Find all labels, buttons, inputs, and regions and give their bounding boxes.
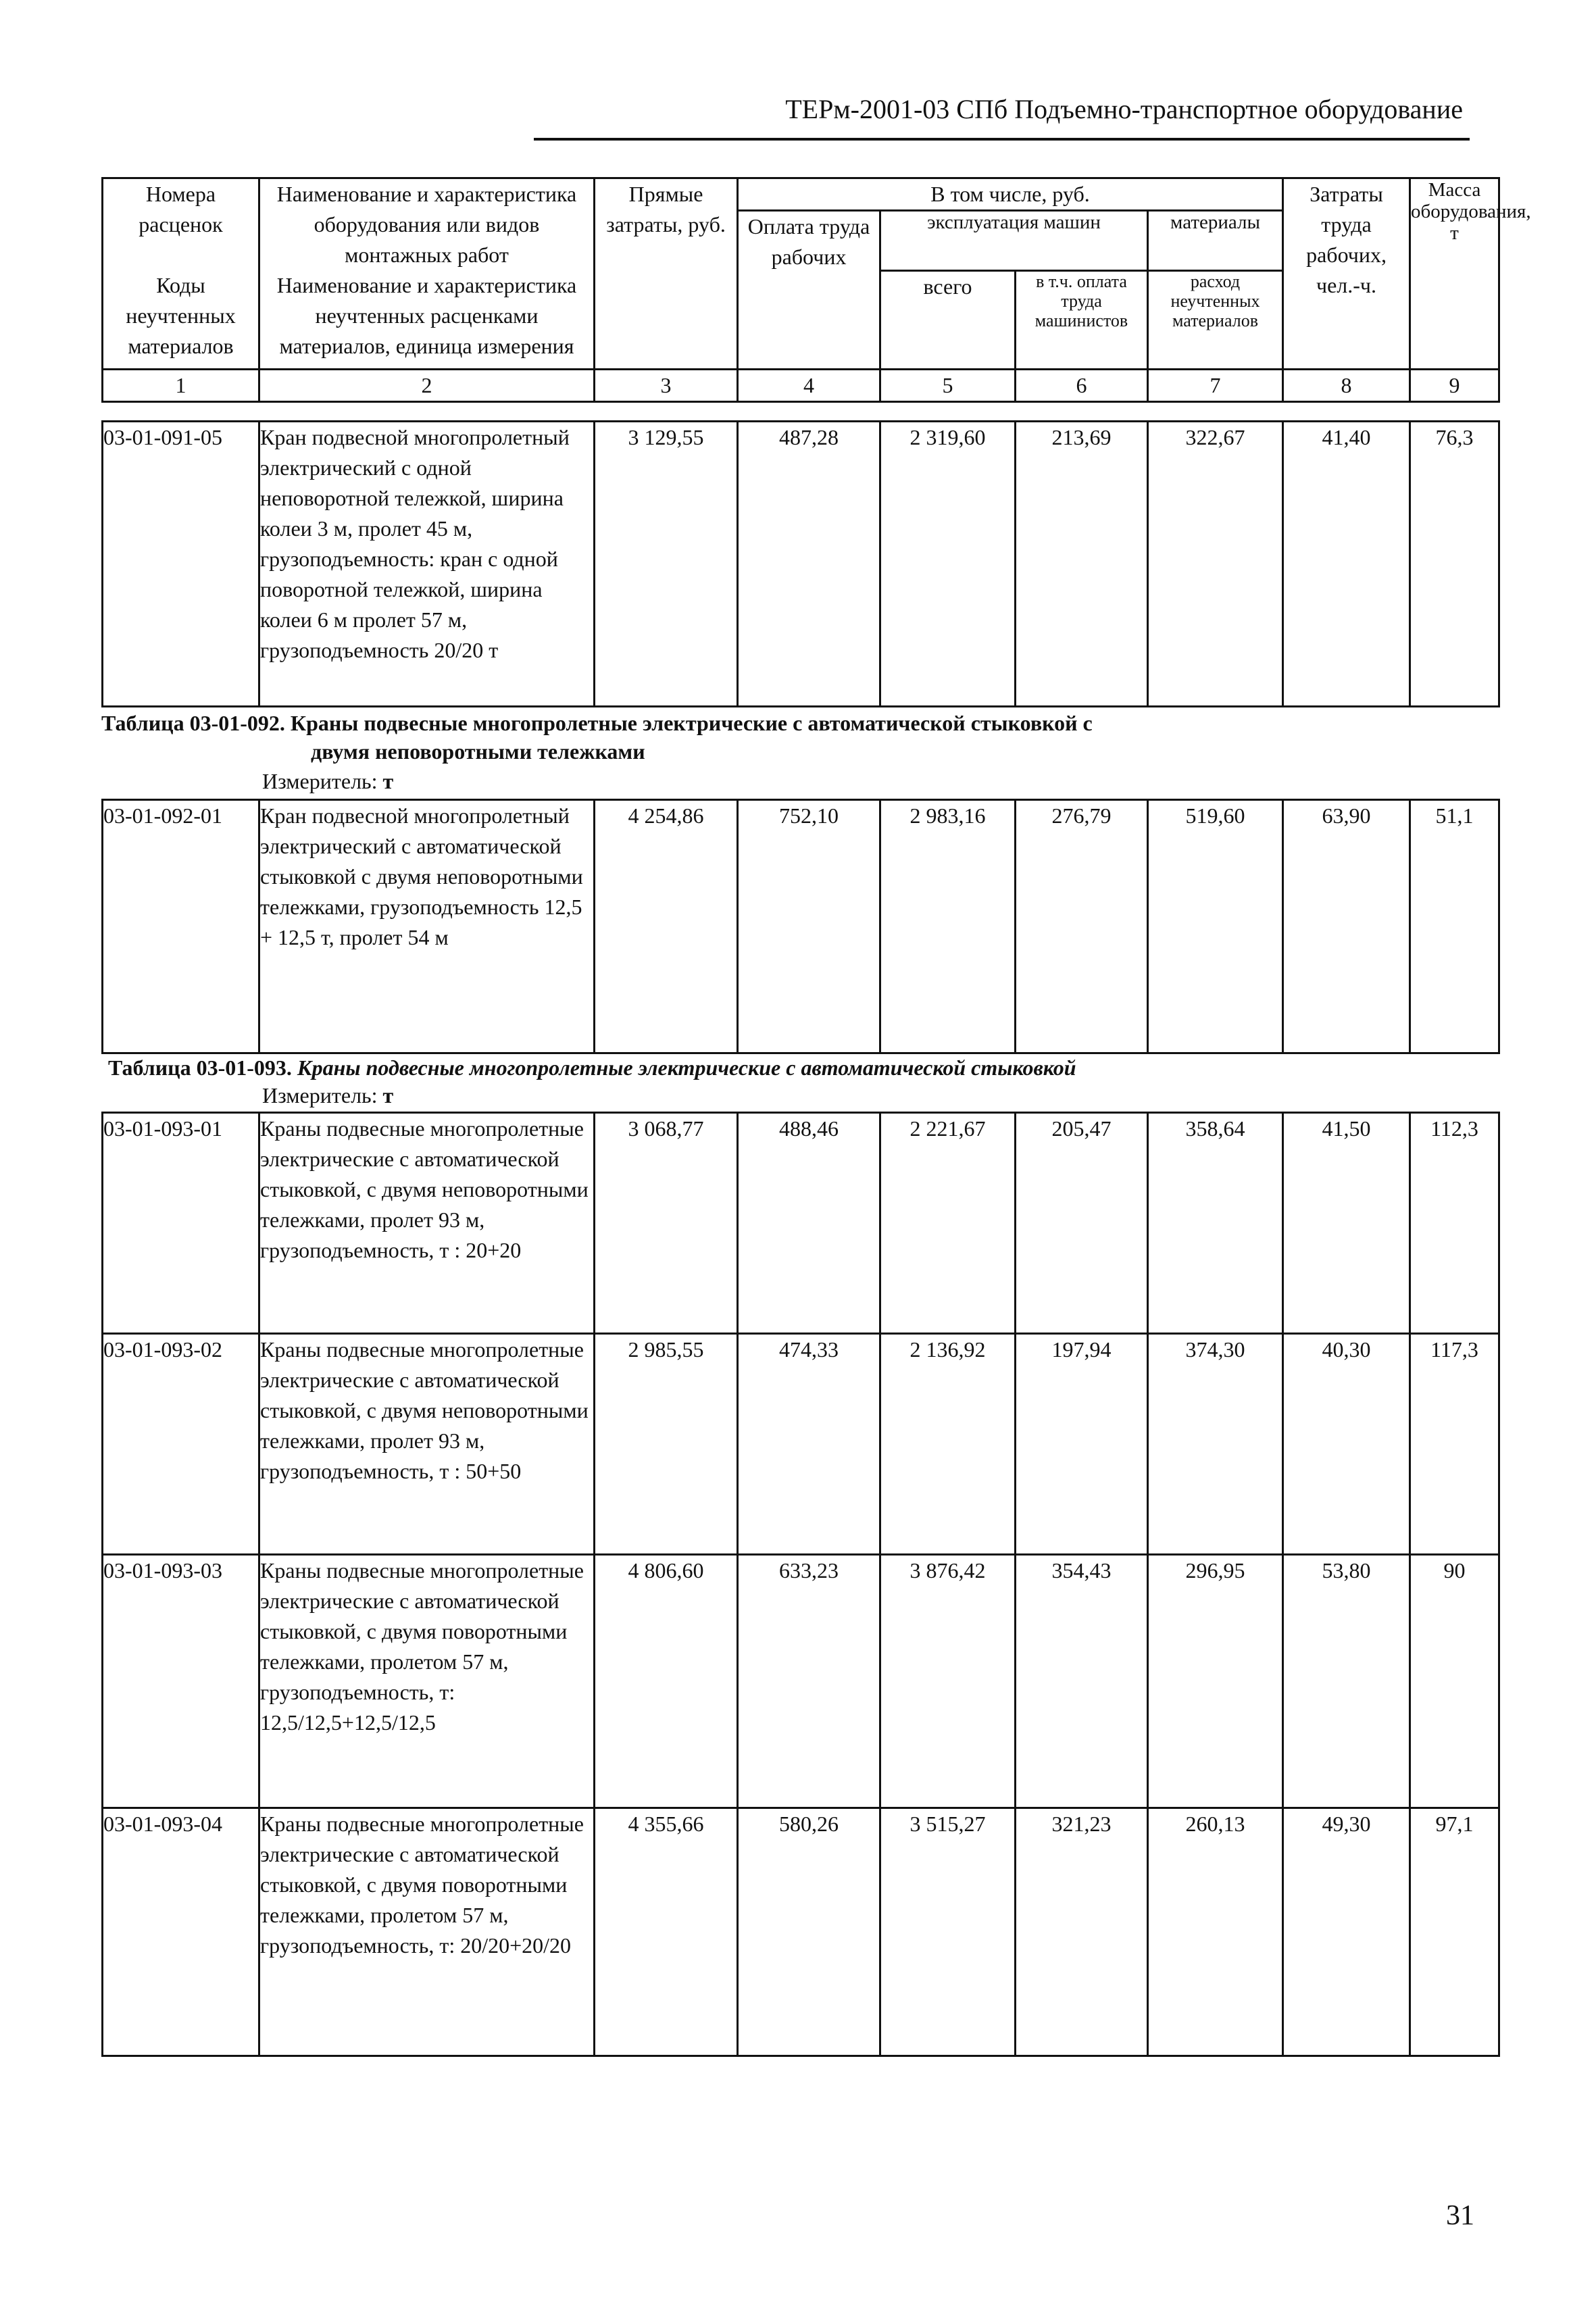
machines-total: 3 515,27	[880, 1808, 1016, 2056]
machinist-pay: 276,79	[1016, 800, 1148, 1053]
table-093-title-number: Таблица 03-01-093.	[108, 1055, 297, 1080]
direct-costs: 3 129,55	[595, 422, 738, 707]
rate-code: 03-01-091-05	[103, 422, 259, 707]
table-093-title-text: Краны подвесные многопролетные электрические с автоматической стыковкой	[297, 1055, 1076, 1080]
group-header: В том числе, руб.	[738, 178, 1283, 211]
rate-name: Краны подвесные многопролетные электрические с автоматической стыковкой, с двумя неповоротными тележками, пролет 93 м, грузоподъемность, т : 50+50	[259, 1334, 595, 1555]
table-092-title-cont	[311, 738, 645, 765]
rate-table-091	[101, 420, 1500, 707]
col8-header: Затраты труда рабочих, чел.-ч.	[1283, 178, 1410, 370]
machinist-pay: 213,69	[1016, 422, 1148, 707]
equipment-mass: 76,3	[1410, 422, 1499, 707]
page-number: 31	[1446, 2200, 1474, 2231]
col2-header-bottom: Наименование и характеристика неучтенных расценками материалов, единица измерения	[259, 270, 595, 369]
column-number: 7	[1148, 369, 1283, 401]
machinist-pay: 197,94	[1016, 1334, 1148, 1555]
materials-cost: 519,60	[1148, 800, 1283, 1053]
labor-hours: 63,90	[1283, 800, 1410, 1053]
direct-costs: 4 806,60	[595, 1555, 738, 1808]
materials-cost: 260,13	[1148, 1808, 1283, 2056]
rate-table-092	[101, 799, 1500, 1054]
machines-header: эксплуатация машин	[880, 211, 1148, 271]
col1-header-bottom: Коды неучтенных материалов	[103, 270, 259, 369]
table-row	[103, 800, 1499, 1053]
equipment-mass: 117,3	[1410, 1334, 1499, 1555]
machines-total: 2 136,92	[880, 1334, 1016, 1555]
column-number: 1	[103, 369, 259, 401]
materials-cost: 358,64	[1148, 1113, 1283, 1334]
column-number: 8	[1283, 369, 1410, 401]
labor-pay: 474,33	[738, 1334, 880, 1555]
materials-cost: 322,67	[1148, 422, 1283, 707]
column-number: 5	[880, 369, 1016, 401]
table-row	[103, 422, 1499, 707]
col4-header: Оплата труда рабочих	[738, 211, 880, 370]
col6-header: в т.ч. оплата труда машинистов	[1016, 270, 1148, 369]
rate-code: 03-01-093-04	[103, 1808, 259, 2056]
materials-cost: 374,30	[1148, 1334, 1283, 1555]
machines-total: 2 221,67	[880, 1113, 1016, 1334]
table-row	[103, 1555, 1499, 1808]
machinist-pay: 321,23	[1016, 1808, 1148, 2056]
col7-header: расход неучтенных материалов	[1148, 270, 1283, 369]
table-093-title	[108, 1054, 1076, 1081]
materials-header: материалы	[1148, 211, 1283, 271]
column-header-table	[101, 177, 1531, 403]
column-number: 4	[738, 369, 880, 401]
direct-costs: 4 254,86	[595, 800, 738, 1053]
col3-header: Прямые затраты, руб.	[595, 178, 738, 370]
direct-costs: 4 355,66	[595, 1808, 738, 2056]
rate-code: 03-01-093-02	[103, 1334, 259, 1555]
direct-costs: 3 068,77	[595, 1113, 738, 1334]
materials-cost: 296,95	[1148, 1555, 1283, 1808]
rate-table-093	[101, 1112, 1500, 2057]
rate-name: Краны подвесные многопролетные электрические с автоматической стыковкой, с двумя поворотными тележками, пролетом 57 м, грузоподъемность, т: 12,5/12,5+12,5/12,5	[259, 1555, 595, 1808]
unit-label: Измеритель:	[262, 769, 383, 793]
labor-hours: 40,30	[1283, 1334, 1410, 1555]
labor-pay: 487,28	[738, 422, 880, 707]
equipment-mass: 90	[1410, 1555, 1499, 1808]
table-row	[103, 1334, 1499, 1555]
col9-header: Масса оборудования, т	[1410, 178, 1499, 370]
column-number: 3	[595, 369, 738, 401]
table-093-unit	[262, 1083, 393, 1108]
rate-name: Краны подвесные многопролетные электрические с автоматической стыковкой, с двумя неповоротными тележками, пролет 93 м, грузоподъемность, т : 20+20	[259, 1113, 595, 1334]
machines-total: 2 983,16	[880, 800, 1016, 1053]
table-092-unit	[262, 769, 393, 794]
labor-pay: 633,23	[738, 1555, 880, 1808]
labor-hours: 41,50	[1283, 1113, 1410, 1334]
labor-pay: 488,46	[738, 1113, 880, 1334]
col2-header-top: Наименование и характеристика оборудования или видов монтажных работ	[259, 178, 595, 271]
header-divider	[534, 138, 1470, 141]
rate-code: 03-01-092-01	[103, 800, 259, 1053]
table-row	[103, 1808, 1499, 2056]
labor-hours: 53,80	[1283, 1555, 1410, 1808]
column-number: 9	[1410, 369, 1499, 401]
table-092-title-line2: двумя неповоротными тележками	[311, 739, 645, 764]
table-092-title-line1: Таблица 03-01-092. Краны подвесные многопролетные электрические с автоматической стыковкой с	[101, 711, 1093, 735]
col1-header-top: Номера расценок	[103, 178, 259, 271]
unit-label: Измеритель:	[262, 1083, 383, 1107]
machinist-pay: 354,43	[1016, 1555, 1148, 1808]
page-header-title: ТЕРм-2001-03 СПб Подъемно-транспортное оборудование	[785, 94, 1463, 124]
direct-costs: 2 985,55	[595, 1334, 738, 1555]
equipment-mass: 51,1	[1410, 800, 1499, 1053]
unit-value: т	[382, 1083, 394, 1107]
rate-name: Кран подвесной многопролетный электрический с автоматической стыковкой с двумя неповоротными тележками, грузоподъемность 12,5 + 12,5 т, пролет 54 м	[259, 800, 595, 1053]
column-number: 2	[259, 369, 595, 401]
machines-total: 3 876,42	[880, 1555, 1016, 1808]
unit-value: т	[382, 769, 394, 793]
table-row	[103, 1113, 1499, 1334]
machines-total: 2 319,60	[880, 422, 1016, 707]
rate-name: Кран подвесной многопролетный электрический с одной неповоротной тележкой, ширина колеи 3 м, пролет 45 м, грузоподъемность: кран с одной поворотной тележкой, ширина колеи 6 м пролет 57 м, грузоподъемность 20/20 т	[259, 422, 595, 707]
table-092-title	[101, 710, 1093, 737]
machinist-pay: 205,47	[1016, 1113, 1148, 1334]
labor-hours: 49,30	[1283, 1808, 1410, 2056]
labor-pay: 752,10	[738, 800, 880, 1053]
column-number: 6	[1016, 369, 1148, 401]
labor-hours: 41,40	[1283, 422, 1410, 707]
rate-code: 03-01-093-01	[103, 1113, 259, 1334]
equipment-mass: 97,1	[1410, 1808, 1499, 2056]
equipment-mass: 112,3	[1410, 1113, 1499, 1334]
rate-code: 03-01-093-03	[103, 1555, 259, 1808]
labor-pay: 580,26	[738, 1808, 880, 2056]
rate-name: Краны подвесные многопролетные электрические с автоматической стыковкой, с двумя поворотными тележками, пролетом 57 м, грузоподъемность, т: 20/20+20/20	[259, 1808, 595, 2056]
col5-header: всего	[880, 270, 1016, 369]
